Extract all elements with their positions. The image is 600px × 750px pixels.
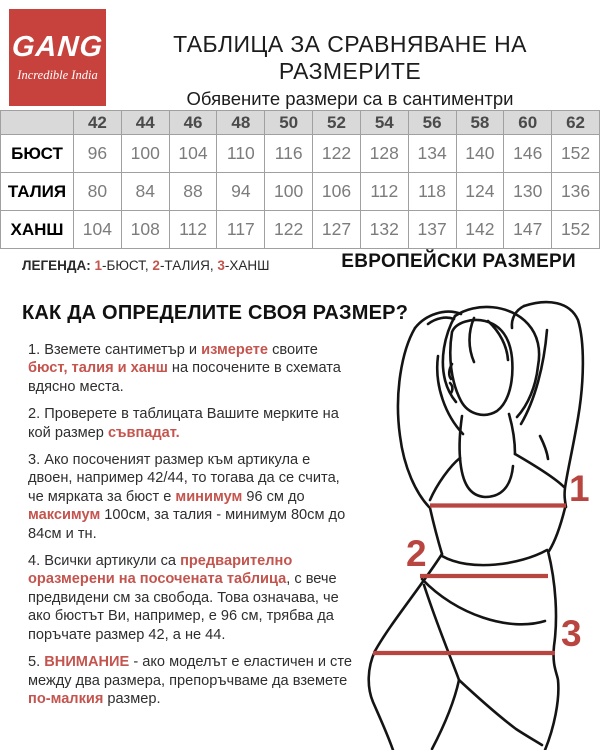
text-segment: -БЮСТ, (102, 258, 153, 273)
measurement-value-cell: 110 (217, 135, 265, 173)
measurement-value-cell: 142 (456, 211, 504, 249)
measurement-value-cell: 94 (217, 173, 265, 211)
size-header-cell: 58 (456, 111, 504, 135)
highlighted-text: по-малкия (28, 690, 104, 707)
brand-tagline: Incredible India (17, 67, 98, 82)
size-header-cell: 60 (504, 111, 552, 135)
measurement-value-cell: 104 (74, 211, 122, 249)
measurement-value-cell: 128 (360, 135, 408, 173)
size-header-cell: 56 (408, 111, 456, 135)
text-segment: на посочените в схемата вдясно места. (28, 360, 341, 395)
measurement-value-cell: 132 (360, 211, 408, 249)
text-segment: ЛЕГЕНДА: (22, 258, 95, 273)
instruction-step-1 (28, 341, 352, 396)
text-segment: 100см, за талия - минимум 80см до 84см и тн. (28, 507, 346, 542)
highlighted-text: минимум (175, 488, 243, 505)
size-header-row (1, 111, 600, 135)
measurement-figure (358, 288, 600, 750)
text-segment: 2. Проверете в таблицата Вашите мерките на кой размер (28, 406, 339, 441)
measurement-value-cell: 152 (552, 135, 600, 173)
header (100, 31, 600, 110)
section-heading: КАК ДА ОПРЕДЕЛИТЕ СВОЯ РАЗМЕР? (22, 302, 409, 324)
size-header-cell: 42 (74, 111, 122, 135)
text-segment: своите (268, 342, 318, 358)
measurement-value-cell: 147 (504, 211, 552, 249)
measurement-value-cell: 130 (504, 173, 552, 211)
bust-line-number: 1 (569, 468, 590, 509)
text-segment: -ТАЛИЯ, (159, 258, 218, 273)
instructions (28, 341, 352, 717)
measurement-value-cell: 112 (169, 211, 217, 249)
brand-name: GANG (10, 30, 105, 63)
measurement-value-cell: 112 (360, 173, 408, 211)
instruction-step-3 (28, 451, 352, 543)
waist-line-number: 2 (406, 533, 427, 574)
measurement-value-cell: 116 (265, 135, 313, 173)
measurement-value-cell: 122 (313, 135, 361, 173)
measurement-value-cell: 127 (313, 211, 361, 249)
text-segment: 3. Ако посоченият размер към артикула е двоен, например 42/44, то тогава да се счита, че мярката за бюст е (28, 452, 340, 505)
euro-sizes-label: ЕВРОПЕЙСКИ РАЗМЕРИ (341, 251, 576, 272)
measurement-value-cell: 84 (121, 173, 169, 211)
instruction-step-5 (28, 653, 352, 708)
corner-cell (1, 111, 74, 135)
measurement-value-cell: 136 (552, 173, 600, 211)
measurement-value-cell: 124 (456, 173, 504, 211)
measurement-value-cell: 122 (265, 211, 313, 249)
measurement-label: ХАНШ (1, 211, 74, 249)
size-table (0, 110, 600, 249)
text-segment: - ако моделът е еластичен и сте между два размера, препоръчваме да вземете (28, 654, 352, 689)
text-segment: -ХАНШ (224, 258, 270, 273)
highlighted-text: ВНИМАНИЕ (44, 654, 130, 671)
size-header-cell: 62 (552, 111, 600, 135)
highlighted-text: бюст, талия и ханш (28, 360, 168, 377)
measurement-value-cell: 117 (217, 211, 265, 249)
highlighted-text: 1 (94, 258, 103, 273)
measurement-value-cell: 108 (121, 211, 169, 249)
measurement-value-cell: 96 (74, 135, 122, 173)
size-header-cell: 54 (360, 111, 408, 135)
highlighted-text: съвпадат. (107, 424, 180, 441)
highlighted-text: предварително оразмерени на посочената таблица (28, 553, 293, 588)
measurement-value-cell: 80 (74, 173, 122, 211)
measurement-value-cell: 152 (552, 211, 600, 249)
measurement-row (1, 211, 600, 249)
measurement-row (1, 135, 600, 173)
size-header-cell: 46 (169, 111, 217, 135)
measurement-value-cell: 100 (265, 173, 313, 211)
instruction-step-4 (28, 552, 352, 644)
size-header-cell: 52 (313, 111, 361, 135)
instruction-step-2 (28, 405, 352, 442)
text-segment: , с вече предвидени см за свобода. Това означава, че ако бюстът Ви, например, е 96 см, трябва да поръчате размер 42, а не 44. (28, 571, 339, 643)
text-segment: 1. Вземете сантиметър и (28, 342, 202, 358)
size-header-cell: 50 (265, 111, 313, 135)
brand-logo (9, 9, 106, 106)
text-segment: 4. Всички артикули са (28, 553, 181, 570)
measurement-label: ТАЛИЯ (1, 173, 74, 211)
highlighted-text: 2 (152, 258, 160, 273)
highlighted-text: 3 (217, 258, 225, 273)
measurement-value-cell: 146 (504, 135, 552, 173)
measurement-value-cell: 104 (169, 135, 217, 173)
text-segment: размер. (103, 690, 161, 707)
legend (22, 258, 270, 273)
measurement-value-cell: 137 (408, 211, 456, 249)
measurement-value-cell: 106 (313, 173, 361, 211)
size-table-grid (0, 110, 600, 249)
measurement-value-cell: 118 (408, 173, 456, 211)
highlighted-text: измерете (201, 342, 269, 358)
hip-line-number: 3 (561, 613, 582, 654)
text-segment: 96 см до (242, 488, 305, 505)
measurement-value-cell: 100 (121, 135, 169, 173)
size-header-cell: 48 (217, 111, 265, 135)
highlighted-text: максимум (28, 507, 101, 524)
measurement-value-cell: 140 (456, 135, 504, 173)
body-outline-illustration (358, 288, 600, 750)
page-title: ТАБЛИЦА ЗА СРАВНЯВАНЕ НА РАЗМЕРИТЕ (173, 31, 527, 84)
measurement-row (1, 173, 600, 211)
text-segment: 5. (28, 654, 45, 671)
size-header-cell: 44 (121, 111, 169, 135)
measurement-value-cell: 134 (408, 135, 456, 173)
page-subtitle: Обявените размери са в сантиментри (186, 88, 514, 109)
measurement-label: БЮСТ (1, 135, 74, 173)
measurement-value-cell: 88 (169, 173, 217, 211)
